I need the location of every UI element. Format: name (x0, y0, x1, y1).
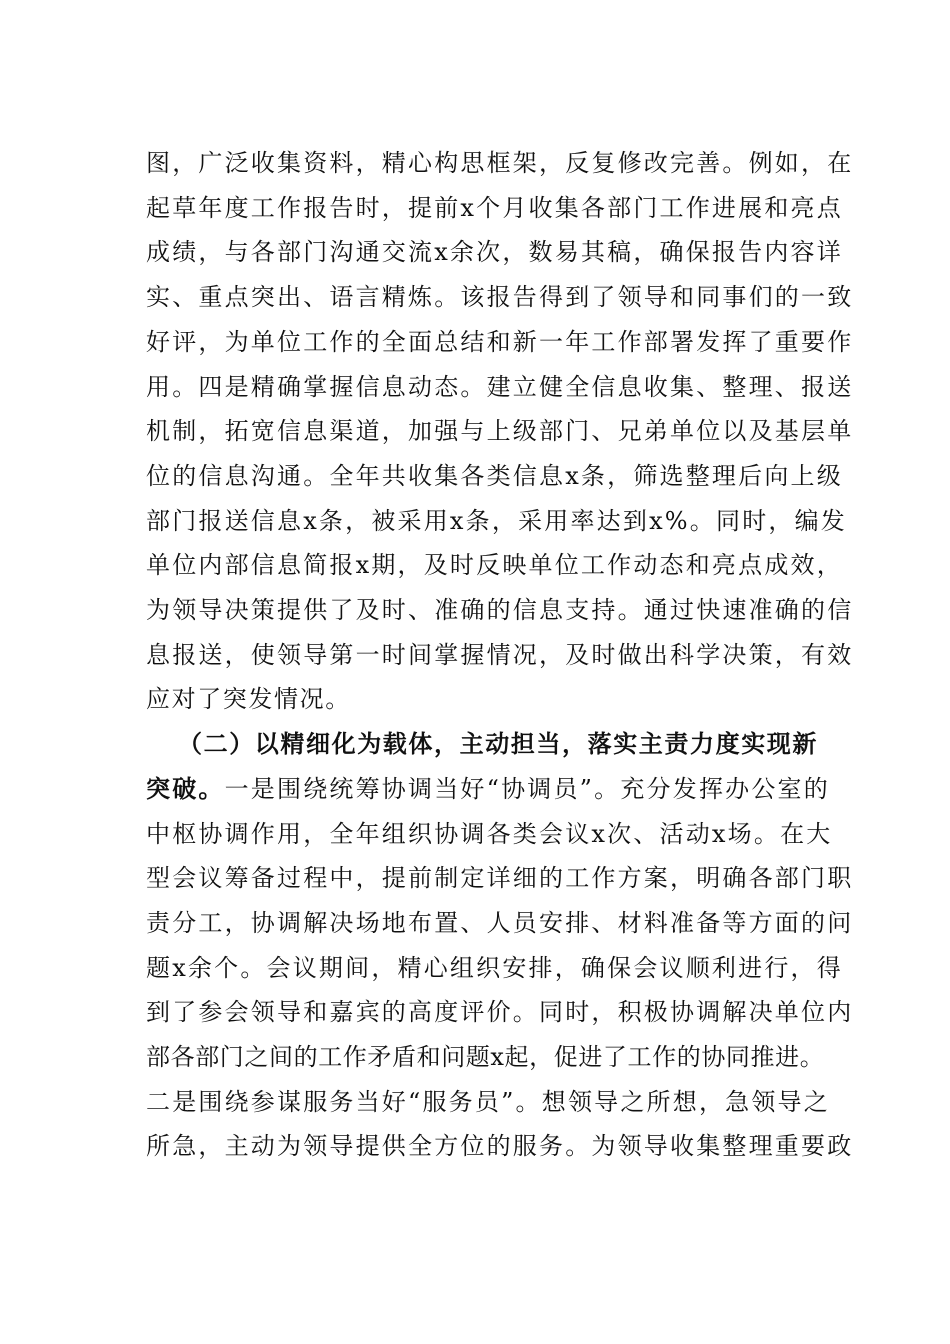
text-line: 应对了突发情况。 (146, 685, 351, 714)
text-line: 题x余个。会议期间，精心组织安排，确保会议顺利进行，得 (146, 953, 843, 982)
text-line: 机制，拓宽信息渠道，加强与上级部门、兄弟单位以及基层单 (146, 417, 854, 446)
section-heading: （二）以精细化为载体，主动担当，落实主责力度实现新 (178, 729, 818, 759)
text-line: 为领导决策提供了及时、准确的信息支持。通过快速准确的信 (146, 596, 854, 625)
text-line: 位的信息沟通。全年共收集各类信息x条，筛选整理后向上级 (146, 461, 843, 490)
text-line: 部门报送信息x条，被采用x条，采用率达到x%。同时，编发 (146, 506, 848, 535)
text-line: 成绩，与各部门沟通交流x余次，数易其稿，确保报告内容详 (146, 238, 843, 267)
text-line: 责分工，协调解决场地布置、人员安排、材料准备等方面的问 (146, 908, 854, 937)
text-line: 用。四是精确掌握信息动态。建立健全信息收集、整理、报送 (146, 372, 854, 401)
text-line: 到了参会领导和嘉宾的高度评价。同时，积极协调解决单位内 (146, 998, 854, 1027)
text-line: 好评，为单位工作的全面总结和新一年工作部署发挥了重要作 (146, 327, 854, 356)
text-line: 起草年度工作报告时，提前x个月收集各部门工作进展和亮点 (146, 193, 843, 222)
section-heading-end: 突破。 (146, 773, 225, 803)
text-line: 二是围绕参谋服务当好“服务员”。想领导之所想，急领导之 (146, 1087, 830, 1116)
section-text: 一是围绕统筹协调当好“协调员”。充分发挥办公室的 (224, 774, 830, 803)
text-line: 中枢协调作用，全年组织协调各类会议x次、活动x场。在大 (146, 819, 833, 848)
text-line: 图，广泛收集资料，精心构思框架，反复修改完善。例如，在 (146, 149, 854, 177)
text-line: 单位内部信息简报x期，及时反映单位工作动态和亮点成效， (146, 551, 843, 580)
text-line: 部各部门之间的工作矛盾和问题x起，促进了工作的协同推进。 (146, 1043, 825, 1072)
text-line: 实、重点突出、语言精炼。该报告得到了领导和同事们的一致 (146, 283, 854, 312)
text-line: 型会议筹备过程中，提前制定详细的工作方案，明确各部门职 (146, 864, 854, 893)
text-line: 所急，主动为领导提供全方位的服务。为领导收集整理重要政 (146, 1132, 854, 1161)
text-line: 息报送，使领导第一时间掌握情况，及时做出科学决策，有效 (146, 640, 854, 669)
section-heading-continuation (146, 767, 836, 812)
body-text (146, 141, 854, 1169)
